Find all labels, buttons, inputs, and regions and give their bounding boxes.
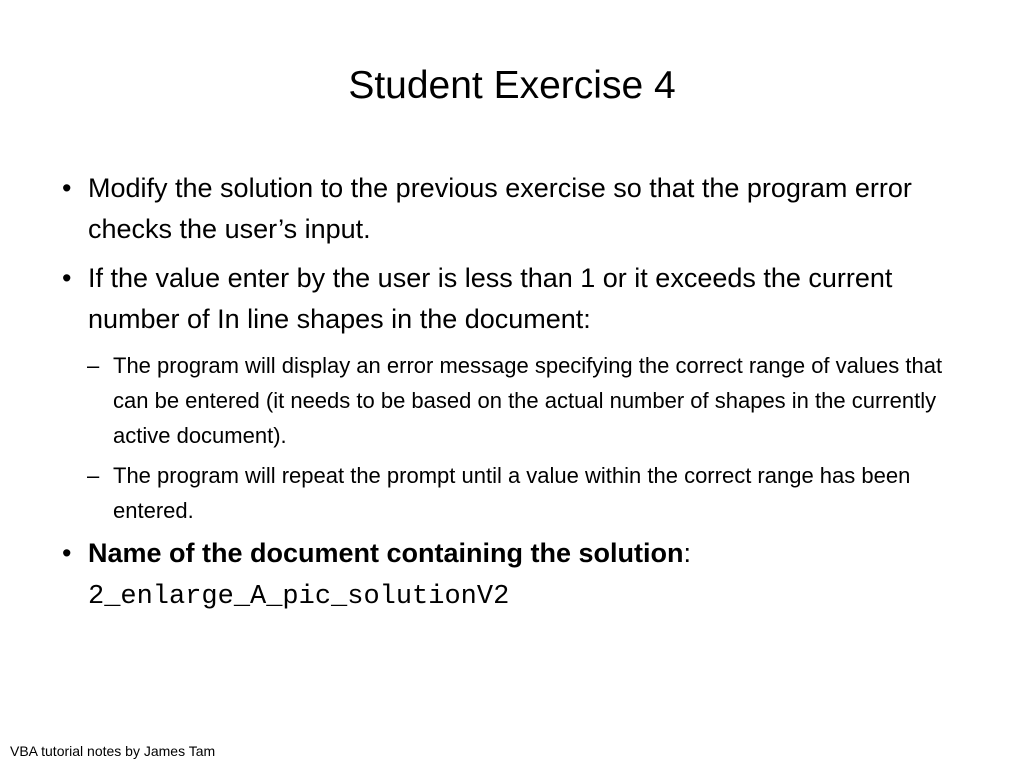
solution-bullet bbox=[62, 533, 967, 618]
sub-bullet-item bbox=[62, 348, 967, 453]
bullet-marker-icon: • bbox=[62, 263, 72, 293]
sub-bullet-text: The program will display an error message specifying the correct range of values that can be entered (it needs to be based on the actual number of shapes in the currently active document). bbox=[113, 353, 943, 448]
slide-content bbox=[62, 168, 967, 626]
footer-credit: VBA tutorial notes by James Tam bbox=[10, 743, 216, 759]
solution-separator: : bbox=[683, 538, 692, 568]
dash-marker-icon: – bbox=[87, 353, 100, 378]
bullet-text: Modify the solution to the previous exercise so that the program error checks the user’s input. bbox=[88, 173, 912, 244]
bullet-marker-icon: • bbox=[62, 538, 72, 568]
bullet-text: If the value enter by the user is less than 1 or it exceeds the current number of In line shapes in the document: bbox=[88, 263, 893, 334]
solution-filename: 2_enlarge_A_pic_solutionV2 bbox=[88, 582, 510, 612]
bullet-item bbox=[62, 168, 967, 250]
sub-bullet-list bbox=[62, 348, 967, 528]
solution-label: Name of the document containing the solution bbox=[88, 538, 684, 568]
slide-title: Student Exercise 4 bbox=[348, 64, 676, 107]
sub-bullet-item bbox=[62, 458, 967, 528]
dash-marker-icon: – bbox=[87, 463, 100, 488]
bullet-marker-icon: • bbox=[62, 173, 72, 203]
sub-bullet-text: The program will repeat the prompt until a value within the correct range has been entered. bbox=[113, 463, 911, 523]
bullet-item bbox=[62, 258, 967, 340]
